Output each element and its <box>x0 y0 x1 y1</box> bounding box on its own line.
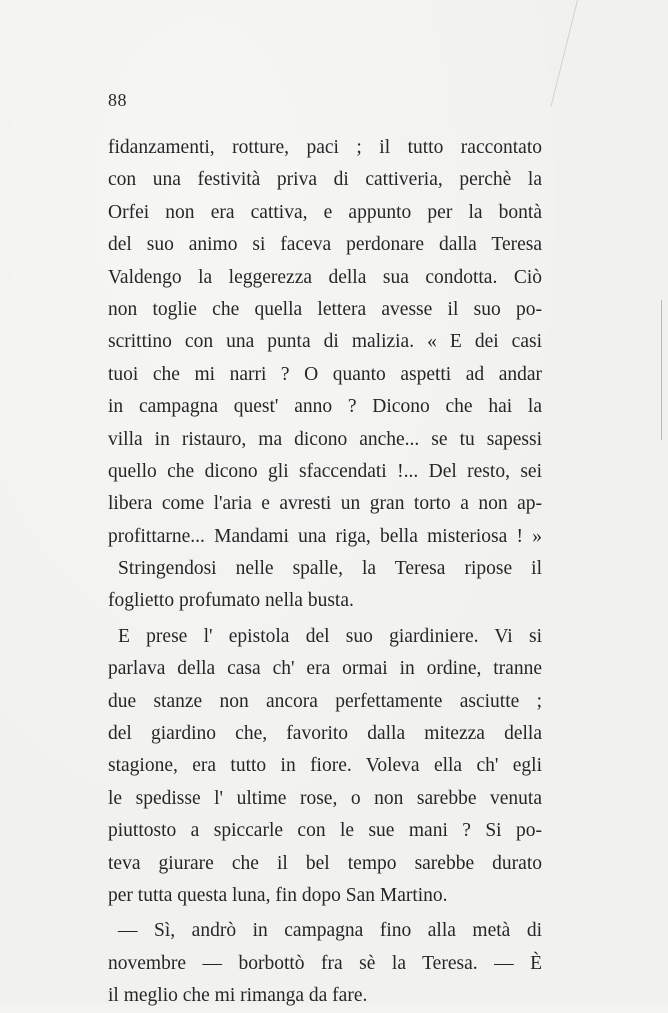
text-line: del suo animo si faceva perdonare dalla Teresa <box>108 234 542 256</box>
text-line: libera come l'aria e avresti un gran torto a non ap- <box>108 493 542 515</box>
paper-crease <box>550 0 578 107</box>
text-line: stagione, era tutto in fiore. Voleva ella ch' egli <box>108 755 542 777</box>
text-line: con una festività priva di cattiveria, perchè la <box>108 169 542 191</box>
text-line: novembre — borbottò fra sè la Teresa. — È <box>108 952 542 974</box>
text-line: parlava della casa ch' era ormai in ordine, tranne <box>108 658 542 680</box>
page-number: 88 <box>108 90 127 110</box>
text-line: per tutta questa luna, fin dopo San Martino. <box>108 884 448 906</box>
text-line: quello che dicono gli sfaccendati !... Del resto, sei <box>108 460 542 482</box>
text-line: due stanze non ancora perfettamente asciutte ; <box>108 690 542 712</box>
text-line: il meglio che mi rimanga da fare. <box>108 985 368 1007</box>
text-line: villa in ristauro, ma dicono anche... se tu sapessi <box>108 428 542 450</box>
text-line: non toglie che quella lettera avesse il suo po- <box>108 298 542 320</box>
text-line: piuttosto a spiccarle con le sue mani ? Si po- <box>108 820 542 842</box>
text-line: E prese l' epistola del suo giardiniere. Vi si <box>118 625 542 647</box>
text-line: teva giurare che il bel tempo sarebbe durato <box>108 852 542 874</box>
text-line: Orfei non era cattiva, e appunto per la bontà <box>108 201 542 223</box>
text-line: foglietto profumato nella busta. <box>108 590 354 612</box>
text-line: Valdengo la leggerezza della sua condotta. Ciò <box>108 266 542 288</box>
text-line: le spedisse l' ultime rose, o non sarebbe venuta <box>108 787 542 809</box>
text-line: — Sì, andrò in campagna fino alla metà di <box>118 920 542 942</box>
paper-edge-mark <box>661 300 662 440</box>
text-line: profittarne... Mandami una riga, bella misteriosa ! » <box>108 525 542 547</box>
text-line: del giardino che, favorito dalla mitezza della <box>108 723 542 745</box>
text-line: in campagna quest' anno ? Dicono che hai la <box>108 396 542 418</box>
text-line: tuoi che mi narri ? O quanto aspetti ad andar <box>108 363 542 385</box>
body-text <box>108 132 542 1013</box>
text-line: fidanzamenti, rotture, paci ; il tutto raccontato <box>108 137 542 158</box>
text-line: Stringendosi nelle spalle, la Teresa ripose il <box>118 558 542 580</box>
text-line: scrittino con una punta di malizia. « E dei casi <box>108 331 542 353</box>
